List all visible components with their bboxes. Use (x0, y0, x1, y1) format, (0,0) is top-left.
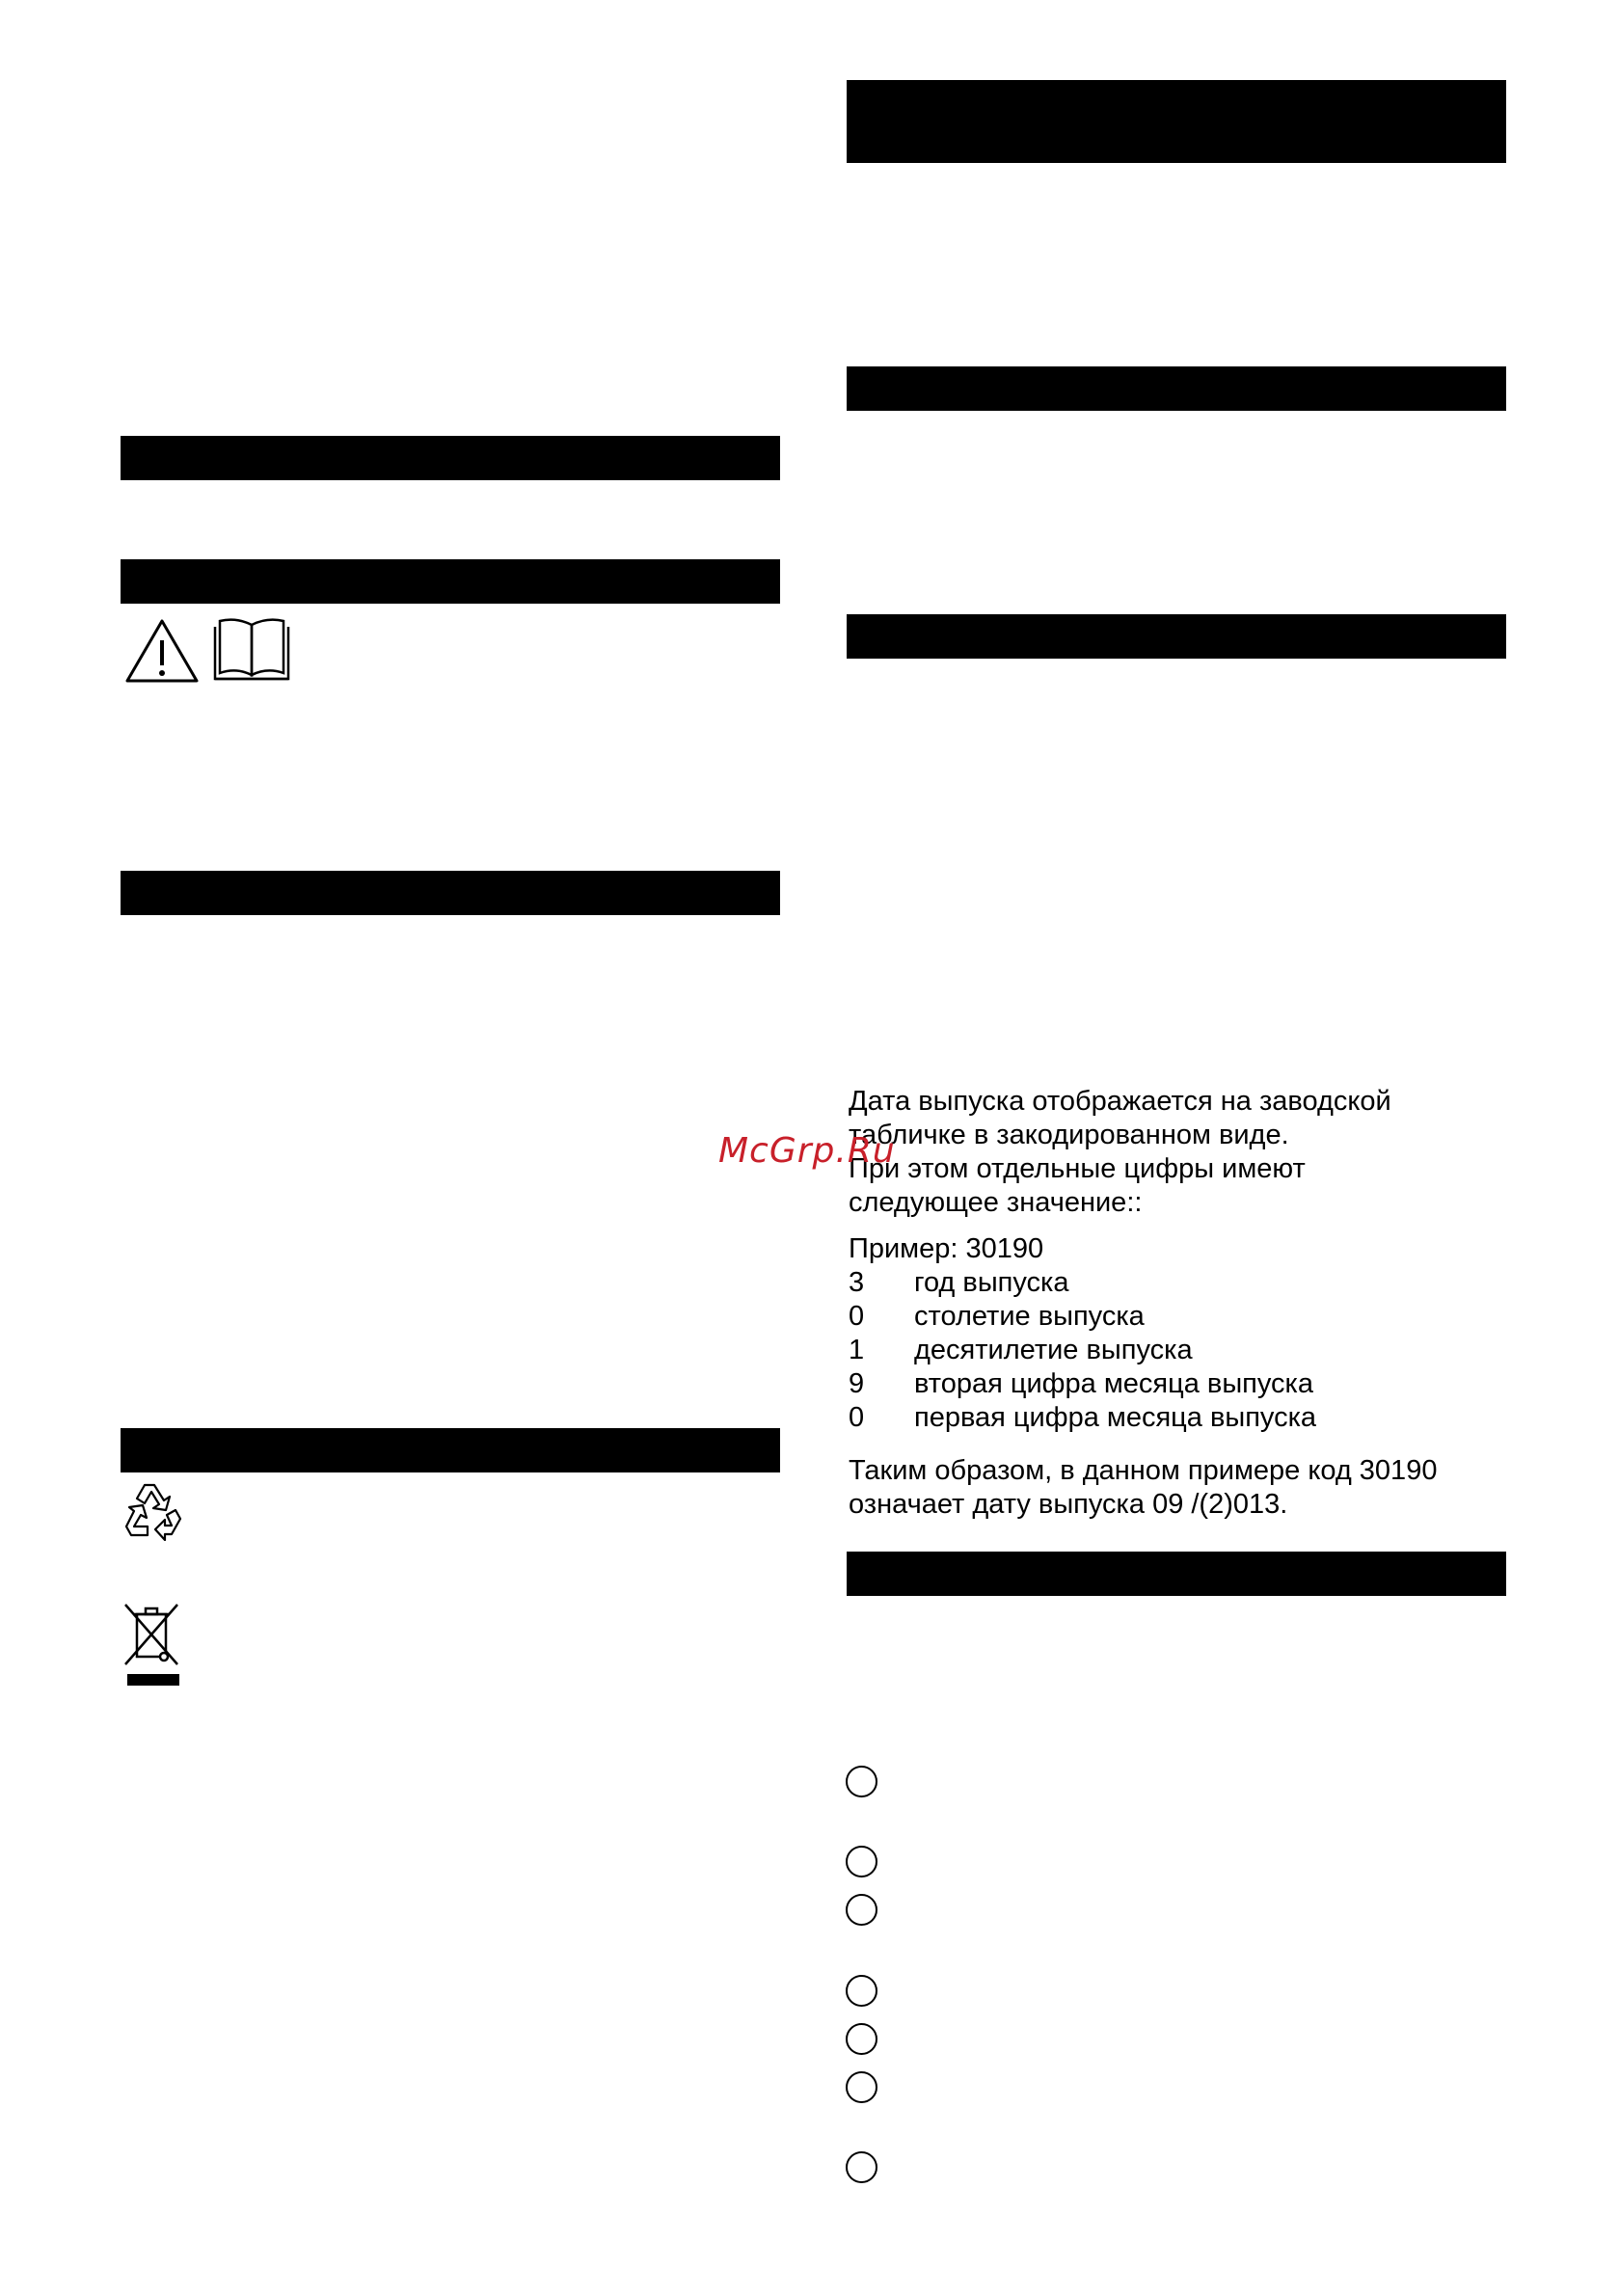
circle-marker-icon (846, 1894, 877, 1926)
conclusion-line-1: Таким образом, в данном примере код 30190 (849, 1455, 1438, 1486)
watermark: McGrp.Ru (718, 1131, 896, 1171)
circle-marker-icon (846, 2071, 877, 2103)
date-intro-line-1: Дата выпуска отображается на заводской (849, 1086, 1391, 1117)
code-digit: 3 (849, 1267, 865, 1298)
date-intro-line-4: следующее значение:: (849, 1187, 1143, 1218)
section-header-bar-left-1 (121, 436, 780, 480)
section-header-bar-right-1 (847, 80, 1506, 163)
circle-marker-icon (846, 1766, 877, 1797)
code-meaning: первая цифра месяца выпуска (914, 1402, 1317, 1433)
code-meaning: столетие выпуска (914, 1301, 1145, 1332)
list-item (849, 1300, 1316, 1334)
conclusion-line-2: означает дату выпуска 09 /(2)013. (849, 1489, 1288, 1520)
code-digit: 0 (849, 1301, 865, 1332)
date-intro-line-3: При этом отдельные цифры имеют (849, 1153, 1306, 1184)
section-header-bar-right-3 (847, 614, 1506, 659)
code-digit: 9 (849, 1368, 865, 1399)
code-digit: 0 (849, 1402, 865, 1433)
list-item (849, 1334, 1316, 1367)
date-code-digit-list (849, 1266, 1316, 1435)
circle-marker-icon (846, 2023, 877, 2055)
list-item (849, 1266, 1316, 1300)
warning-triangle-icon (123, 617, 201, 685)
circle-marker-icon (846, 2151, 877, 2183)
code-meaning: вторая цифра месяца выпуска (914, 1368, 1314, 1399)
code-digit: 1 (849, 1335, 865, 1365)
code-meaning: десятилетие выпуска (914, 1335, 1193, 1365)
crossed-bin-icon (121, 1601, 183, 1688)
section-header-bar-right-2 (847, 366, 1506, 411)
example-label: Пример: 30190 (849, 1233, 1044, 1264)
list-item (849, 1367, 1316, 1401)
manual-book-icon (211, 617, 292, 683)
section-header-bar-left-3 (121, 871, 780, 915)
circle-marker-icon (846, 1846, 877, 1877)
list-item (849, 1401, 1316, 1435)
recycling-icon (121, 1479, 185, 1541)
section-header-bar-right-4 (847, 1552, 1506, 1596)
date-intro-line-2: табличке в закодированном виде. (849, 1120, 1289, 1150)
section-header-bar-left-4 (121, 1428, 780, 1472)
section-header-bar-left-2 (121, 559, 780, 604)
circle-marker-icon (846, 1975, 877, 2007)
code-meaning: год выпуска (914, 1267, 1069, 1298)
